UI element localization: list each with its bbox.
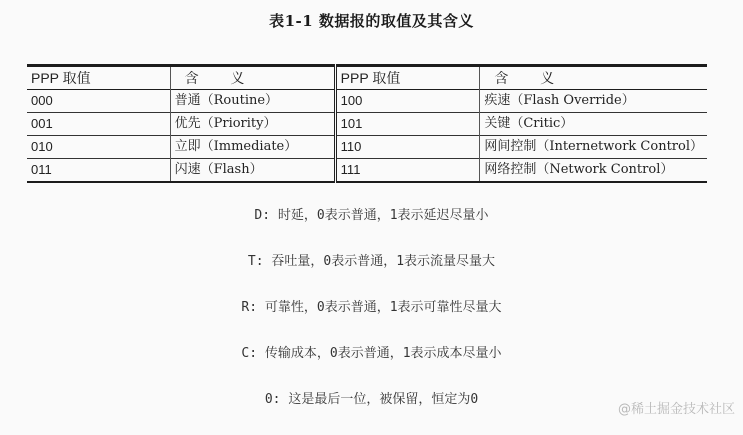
cell-meaning: 网间控制（Internetwork Control）	[484, 139, 703, 154]
cell-meaning: 网络控制（Network Control）	[484, 162, 674, 177]
cell-ppp-value: 000	[27, 90, 170, 113]
cell-meaning: 立即（Immediate）	[170, 136, 335, 159]
table-header-row	[27, 66, 707, 90]
table-row	[27, 136, 707, 159]
watermark: @稀土掘金技术社区	[617, 402, 735, 417]
cell-ppp-value: 010	[27, 136, 170, 159]
table-row	[27, 159, 707, 183]
cell-meaning: 关键（Critic）	[484, 116, 574, 131]
note-delay: D: 时延，0表示普通，1表示延迟尽量小	[254, 208, 489, 223]
cell-ppp-value: 001	[27, 113, 170, 136]
table-row	[27, 113, 707, 136]
cell-ppp-value: 111	[335, 159, 480, 183]
cell-meaning: 疾速（Flash Override）	[484, 93, 635, 108]
ppp-value-table	[27, 64, 707, 183]
cell-ppp-value: 011	[27, 159, 170, 183]
note-reliability: R: 可靠性，0表示普通，1表示可靠性尽量大	[241, 300, 502, 315]
table-row	[27, 90, 707, 113]
cell-meaning: 闪速（Flash）	[170, 159, 335, 183]
header-ppp-value-right: PPP 取值	[335, 66, 480, 90]
header-meaning-left: 含 义	[170, 66, 335, 90]
note-cost: C: 传输成本，0表示普通，1表示成本尽量小	[241, 346, 502, 361]
cell-ppp-value: 110	[335, 136, 480, 159]
header-ppp-value-left: PPP 取值	[27, 66, 170, 90]
header-meaning-right: 含 义	[494, 70, 569, 86]
cell-meaning: 优先（Priority）	[170, 113, 335, 136]
table-title: 表1-1 数据报的取值及其含义	[269, 12, 474, 30]
cell-ppp-value: 101	[335, 113, 480, 136]
cell-meaning: 普通（Routine）	[170, 90, 335, 113]
note-reserved: 0: 这是最后一位，被保留，恒定为0	[264, 392, 479, 407]
note-throughput: T: 吞吐量，0表示普通，1表示流量尽量大	[247, 254, 496, 269]
cell-ppp-value: 100	[335, 90, 480, 113]
